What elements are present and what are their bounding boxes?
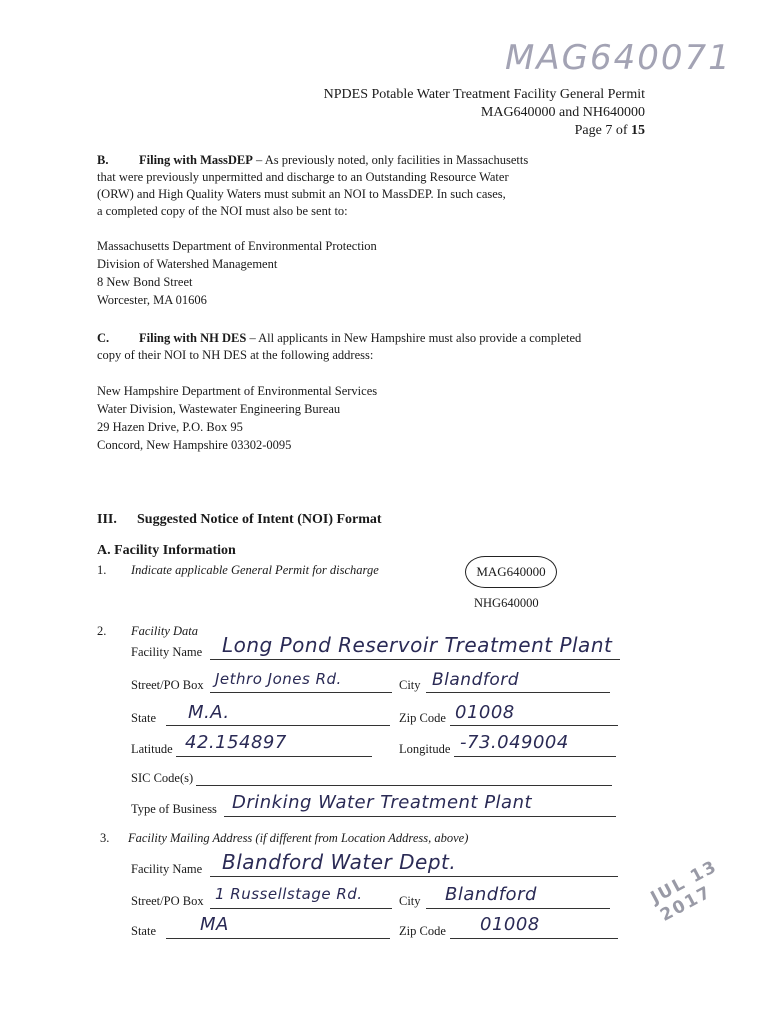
permit-option-nh[interactable]: NHG640000: [474, 596, 539, 610]
section-a-heading: A. Facility Information: [97, 543, 236, 558]
longitude-label: Longitude: [399, 742, 451, 756]
city-label: City: [399, 678, 421, 692]
section-c-paragraph: C. Filing with NH DES – All applicants in New Hampshire must also provide a completed copy of their NOI to NH DES at the following address:: [97, 331, 582, 362]
sic-line: [196, 785, 612, 786]
facility-name-field[interactable]: Long Pond Reservoir Treatment Plant: [222, 633, 613, 657]
mailing-zip-field[interactable]: 01008: [480, 914, 540, 935]
mailing-facility-name-label: Facility Name: [131, 862, 203, 876]
street-line: [210, 692, 392, 693]
state-label: State: [131, 711, 156, 725]
item-2-heading: 2. Facility Data: [97, 624, 198, 638]
mailing-facility-name-field[interactable]: Blandford Water Dept.: [222, 850, 457, 874]
street-label: Street/PO Box: [131, 678, 204, 692]
mailing-street-line: [210, 908, 392, 909]
massdep-address: Massachusetts Department of Environmental Protection Division of Watershed Management 8 New Bond Street Worcester, MA 01606: [97, 239, 377, 307]
document-header: [324, 86, 645, 140]
received-date-stamp: JUL 13 2017: [647, 856, 722, 926]
mailing-city-line: [426, 908, 610, 909]
zip-field[interactable]: 01008: [455, 702, 515, 723]
longitude-field[interactable]: -73.049004: [460, 732, 569, 753]
mailing-zip-line: [450, 938, 618, 939]
zip-line: [450, 725, 618, 726]
latitude-field[interactable]: 42.154897: [185, 732, 287, 753]
business-type-field[interactable]: Drinking Water Treatment Plant: [232, 792, 533, 813]
section-b-letter: B.: [97, 153, 109, 167]
zip-label: Zip Code: [399, 711, 446, 725]
handwritten-permit-number: MAG640071: [505, 38, 732, 78]
sic-label: SIC Code(s): [131, 771, 194, 785]
circled-permit-option[interactable]: MAG640000: [465, 556, 557, 588]
header-title: NPDES Potable Water Treatment Facility General Permit: [323, 87, 645, 102]
longitude-line: [454, 756, 616, 757]
item-3-heading: 3. Facility Mailing Address (if different from Location Address, above): [100, 831, 469, 845]
section-b-paragraph: B. Filing with MassDEP – As previously noted, only facilities in Massachusetts that were previously unpermitted and discharge to an Outstanding Resource Water (ORW) and High Quality Waters must submit an NOI to MassDEP. In such cases, a completed copy of the NOI must also be sent to:: [97, 153, 529, 218]
mailing-state-line: [166, 938, 390, 939]
street-field[interactable]: Jethro Jones Rd.: [215, 670, 342, 688]
mailing-street-field[interactable]: 1 Russellstage Rd.: [215, 885, 363, 903]
nhdes-address: New Hampshire Department of Environmental Services Water Division, Wastewater Engineering Bureau 29 Hazen Drive, P.O. Box 95 Concord, New Hampshire 03302-0095: [97, 384, 378, 452]
mailing-city-label: City: [399, 894, 421, 908]
mailing-state-field[interactable]: MA: [200, 914, 229, 935]
mailing-facility-name-line: [210, 876, 618, 877]
page-number: Page 7 of 15: [574, 123, 645, 138]
latitude-line: [176, 756, 372, 757]
mailing-street-label: Street/PO Box: [131, 894, 204, 908]
city-field[interactable]: Blandford: [432, 670, 520, 690]
business-type-line: [224, 816, 616, 817]
state-line: [166, 725, 390, 726]
mailing-state-label: State: [131, 924, 156, 938]
mailing-city-field[interactable]: Blandford: [445, 884, 537, 905]
section-iii-heading: III. Suggested Notice of Intent (NOI) Format: [97, 512, 382, 527]
header-permit-numbers: MAG640000 and NH640000: [480, 105, 645, 120]
item-1: 1. Indicate applicable General Permit for discharge: [97, 563, 379, 577]
section-c-letter: C.: [97, 331, 110, 345]
business-type-label: Type of Business: [131, 802, 217, 816]
facility-name-label: Facility Name: [131, 645, 203, 659]
section-b-title: Filing with MassDEP: [139, 153, 253, 167]
city-line: [426, 692, 610, 693]
latitude-label: Latitude: [131, 742, 173, 756]
mailing-zip-label: Zip Code: [399, 924, 446, 938]
state-field[interactable]: M.A.: [188, 702, 230, 723]
facility-name-line: [210, 659, 620, 660]
section-c-title: Filing with NH DES: [139, 331, 247, 345]
